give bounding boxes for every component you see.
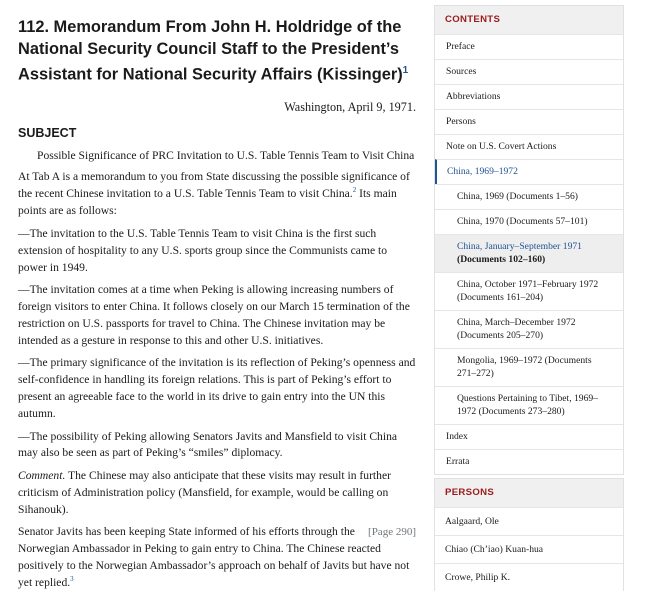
paragraph-intro: At Tab A is a memorandum to you from State discussing the possible significance of the recent Chinese invitation to a U.S. Table Tennis Team to visit China.$^2$ Its main points are as follows: — [18, 170, 410, 218]
contents-item-china-1969-1972[interactable]: China, 1969–1972 — [435, 159, 623, 184]
person-item[interactable]: Aalgaard, Ole — [435, 507, 623, 535]
page-reference[interactable]: [Page 290] — [368, 526, 416, 539]
paragraph-point-2: —The invitation comes at a time when Peking is allowing increasing numbers of foreign visitors to enter China. It follows closely on our March 15 termination of the restriction on U.S. passports for travel to China. The Chinese invitation may be intended as a gesture in response to this and other U.S. initiatives. — [18, 283, 410, 347]
paragraph-point-4: —The possibility of Peking allowing Senators Javits and Mansfield to visit China may also be seen as part of Peking’s “smiles” diplomacy. — [18, 429, 398, 460]
paragraph-point-3: —The primary significance of the invitation is its reflection of Peking’s openness and self-confidence in handling its foreign relations. This is part of Peking’s effort to present an agreeable face to the world in its drive to gain entry into the UN this autumn. — [18, 356, 416, 421]
footnote-link-3[interactable]: 3 — [70, 575, 74, 584]
persons-panel — [434, 478, 624, 591]
contents-item-china-1971-1972[interactable]: China, October 1971–February 1972 (Documents 161–204) — [435, 272, 623, 310]
contents-heading: CONTENTS — [435, 6, 623, 34]
contents-item-covert-actions[interactable]: Note on U.S. Covert Actions — [435, 134, 623, 159]
document-title: 112. Memorandum From John H. Holdridge of the National Security Council Staff to the President’s Assistant for National Security Affairs (Kissinger)$^1$ — [18, 18, 409, 84]
contents-item-china-1969[interactable]: China, 1969 (Documents 1–56) — [435, 184, 623, 209]
contents-item-errata[interactable]: Errata — [435, 449, 623, 474]
contents-item-tibet[interactable]: Questions Pertaining to Tibet, 1969–1972 (Documents 273–280) — [435, 386, 623, 424]
dateline: Washington, April 9, 1971. — [284, 100, 416, 115]
subject-text: Possible Significance of PRC Invitation to U.S. Table Tennis Team to Visit China — [37, 149, 415, 163]
person-item[interactable]: Crowe, Philip K. — [435, 563, 623, 591]
title-footnote-link[interactable]: 1 — [402, 65, 409, 76]
paragraph-javits: [Page 290] Senator Javits has been keeping State informed of his efforts through the Norwegian Ambassador in Peking to gain entry to China. The Chinese reacted positively to the Norwegian Ambassador’s approach on behalf of Javits but have not yet replied.$^3$ — [18, 525, 416, 589]
document-main — [18, 0, 416, 592]
contents-item-china-1971-current[interactable]: China, January–September 1971 (Documents 102–160) — [435, 234, 623, 272]
paragraph-point-1: —The invitation to the U.S. Table Tennis Team to visit China is the first such extension of hospitality to any U.S. sports group since the Communists came to power in 1949. — [18, 226, 388, 274]
contents-item-mongolia[interactable]: Mongolia, 1969–1972 (Documents 271–272) — [435, 348, 623, 386]
footnote-link-2[interactable]: 2 — [352, 186, 357, 195]
person-item[interactable]: Chiao (Ch’iao) Kuan-hua — [435, 535, 623, 563]
contents-item-index[interactable]: Index — [435, 424, 623, 449]
persons-heading: PERSONS — [435, 479, 623, 507]
contents-item-sources[interactable]: Sources — [435, 59, 623, 84]
contents-item-china-1972[interactable]: China, March–December 1972 (Documents 205–270) — [435, 310, 623, 348]
contents-sidebar — [434, 5, 624, 475]
contents-item-preface[interactable]: Preface — [435, 34, 623, 59]
contents-item-abbreviations[interactable]: Abbreviations — [435, 84, 623, 109]
subject-heading: SUBJECT — [18, 126, 77, 141]
comment-label: Comment. — [18, 468, 66, 482]
contents-item-china-1970[interactable]: China, 1970 (Documents 57–101) — [435, 209, 623, 234]
contents-item-persons[interactable]: Persons — [435, 109, 623, 134]
paragraph-comment: Comment. The Chinese may also anticipate that these visits may result in further criticism of Administration policy (Mansfield, for example, would be calling on Sihanouk). — [18, 468, 391, 516]
